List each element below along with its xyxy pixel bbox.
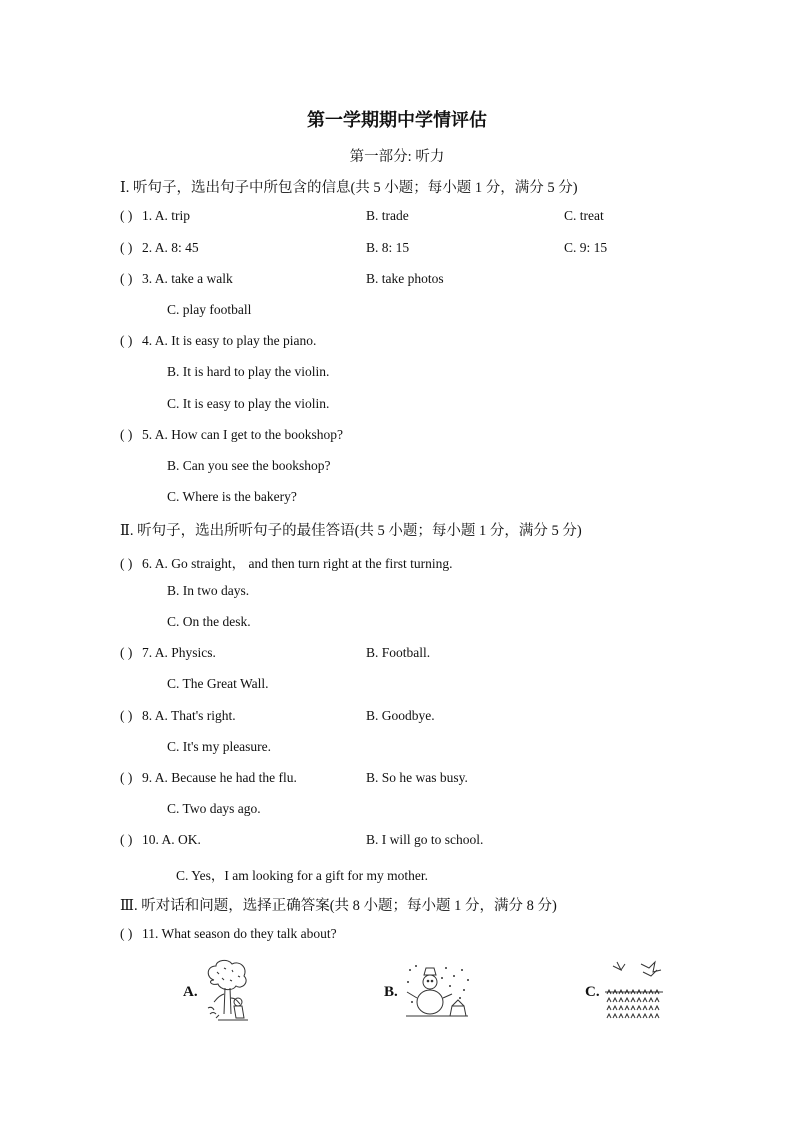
option-c: C. Where is the bakery? bbox=[167, 489, 297, 504]
option-c: C. Yes，I am looking for a gift for my mother. bbox=[176, 868, 428, 883]
question-3 bbox=[120, 271, 233, 287]
answer-blank[interactable]: ( ) bbox=[120, 240, 133, 255]
answer-blank[interactable]: ( ) bbox=[120, 556, 133, 571]
winter-snowman-picture bbox=[402, 962, 472, 1022]
option-a: 2. A. 8: 45 bbox=[142, 240, 199, 255]
option-b: B. 8: 15 bbox=[366, 240, 410, 255]
answer-blank[interactable]: ( ) bbox=[120, 708, 133, 723]
option-c: C. Two days ago. bbox=[167, 801, 261, 816]
answer-blank[interactable]: ( ) bbox=[120, 645, 133, 660]
section-3-text: 听对话和问题，选择正确答案(共 8 小题；每小题 1 分，满分 8 分) bbox=[141, 898, 557, 914]
question-2 bbox=[120, 240, 199, 256]
question-6 bbox=[120, 552, 452, 572]
option-c: C. treat bbox=[564, 208, 604, 223]
option-b: B. Can you see the bookshop? bbox=[167, 458, 331, 473]
option-a: 7. A. Physics. bbox=[142, 645, 216, 660]
option-c: C. It's my pleasure. bbox=[167, 739, 272, 754]
section-2-heading bbox=[120, 519, 582, 540]
section-2-number: Ⅱ. bbox=[120, 523, 134, 539]
option-a: 6. A. Go straight， and then turn right at the first turning. bbox=[142, 556, 453, 571]
option-a: 10. A. OK. bbox=[142, 832, 201, 847]
question-11 bbox=[120, 926, 337, 942]
option-a: 1. A. trip bbox=[142, 208, 191, 223]
question-9 bbox=[120, 770, 297, 786]
section-1-number: Ⅰ. bbox=[120, 180, 130, 196]
page-title: 第一学期期中学情评估 bbox=[307, 110, 487, 130]
option-a: 4. A. It is easy to play the piano. bbox=[142, 333, 317, 348]
option-b: B. In two days. bbox=[167, 583, 250, 598]
question-4 bbox=[120, 333, 316, 349]
option-c: C. play football bbox=[167, 302, 252, 317]
section-2-text: 听句子，选出所听句子的最佳答语(共 5 小题；每小题 1 分，满分 5 分) bbox=[137, 523, 582, 539]
option-c: C. It is easy to play the violin. bbox=[167, 396, 330, 411]
option-b: B. So he was busy. bbox=[366, 770, 468, 785]
option-b: B. trade bbox=[366, 208, 409, 223]
option-a: 9. A. Because he had the flu. bbox=[142, 770, 297, 785]
picture-option-a-label: A. bbox=[183, 984, 198, 1000]
picture-option-c-label: C. bbox=[585, 984, 600, 1000]
question-5 bbox=[120, 427, 343, 443]
option-b: B. take photos bbox=[366, 271, 444, 286]
option-b: B. Football. bbox=[366, 645, 431, 660]
option-c: C. 9: 15 bbox=[564, 240, 608, 255]
answer-blank[interactable]: ( ) bbox=[120, 427, 133, 442]
picture-option-b-label: B. bbox=[384, 984, 398, 1000]
question-8 bbox=[120, 708, 236, 724]
answer-blank[interactable]: ( ) bbox=[120, 333, 133, 348]
section-1-text: 听句子，选出句子中所包含的信息(共 5 小题；每小题 1 分，满分 5 分) bbox=[132, 180, 578, 196]
question-1 bbox=[120, 208, 190, 224]
spring-tree-picture bbox=[202, 958, 252, 1024]
autumn-field-picture bbox=[603, 958, 665, 1024]
section-1-heading bbox=[120, 176, 578, 197]
question-7 bbox=[120, 645, 216, 661]
answer-blank[interactable]: ( ) bbox=[120, 926, 133, 941]
question-10 bbox=[120, 832, 201, 848]
option-a: 5. A. How can I get to the bookshop? bbox=[142, 427, 343, 442]
option-c: C. The Great Wall. bbox=[167, 676, 269, 691]
question-stem: 11. What season do they talk about? bbox=[142, 926, 337, 941]
option-b: B. I will go to school. bbox=[366, 832, 484, 847]
answer-blank[interactable]: ( ) bbox=[120, 770, 133, 785]
option-b: B. It is hard to play the violin. bbox=[167, 364, 330, 379]
answer-blank[interactable]: ( ) bbox=[120, 271, 133, 286]
option-a: 8. A. That's right. bbox=[142, 708, 236, 723]
option-b: B. Goodbye. bbox=[366, 708, 435, 723]
section-3-heading bbox=[120, 894, 557, 915]
part-heading: 第一部分: 听力 bbox=[349, 149, 445, 165]
answer-blank[interactable]: ( ) bbox=[120, 208, 133, 223]
answer-blank[interactable]: ( ) bbox=[120, 832, 133, 847]
option-a: 3. A. take a walk bbox=[142, 271, 233, 286]
section-3-number: Ⅲ. bbox=[120, 898, 138, 914]
option-c: C. On the desk. bbox=[167, 614, 251, 629]
